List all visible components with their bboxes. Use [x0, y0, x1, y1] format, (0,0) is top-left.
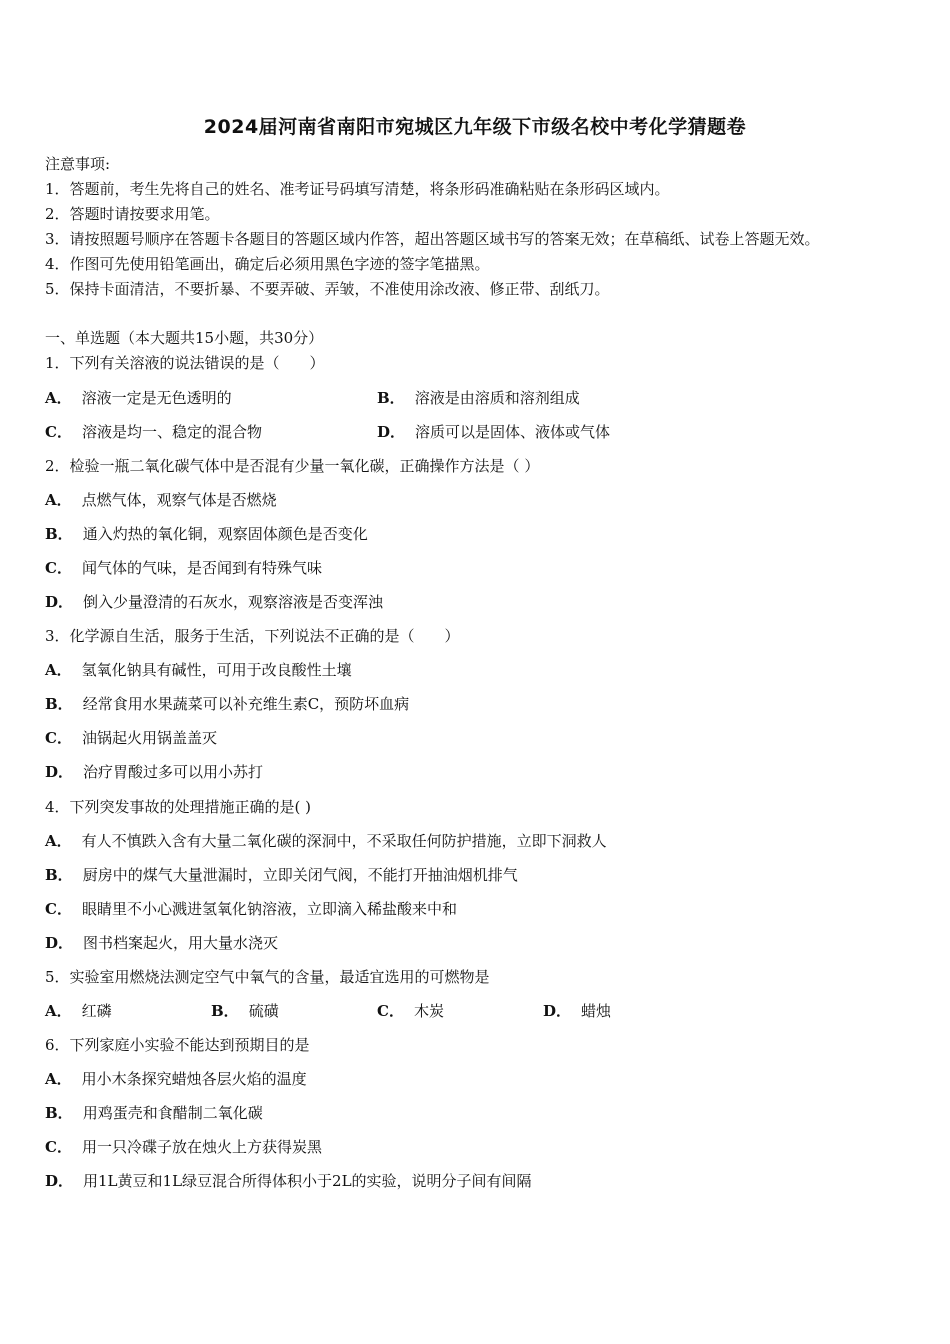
option-label: C． — [45, 900, 72, 918]
option-label: D． — [377, 423, 406, 441]
question-1-stem: 1．下列有关溶液的说法错误的是（ ） — [45, 354, 325, 372]
q6-option-c — [45, 1136, 322, 1157]
q5-option-d — [543, 1000, 611, 1021]
option-text: 油锅起火用锅盖盖灭 — [81, 729, 217, 747]
option-label: D． — [45, 1172, 74, 1190]
question-4-stem: 4．下列突发事故的处理措施正确的是( ) — [45, 798, 312, 816]
option-text: 眼睛里不小心溅进氢氧化钠溶液，立即滴入稀盐酸来中和 — [81, 900, 457, 918]
q4-option-a — [45, 830, 607, 851]
option-label: B． — [45, 525, 73, 543]
q2-option-b — [45, 523, 368, 544]
q6-option-d — [45, 1170, 532, 1191]
option-label: B． — [45, 1104, 73, 1122]
option-text: 用小木条探究蜡烛各层火焰的温度 — [81, 1070, 307, 1088]
option-label: D． — [45, 763, 74, 781]
option-label: B． — [45, 695, 73, 713]
option-label: C． — [45, 559, 72, 577]
option-label: A． — [45, 661, 72, 679]
option-label: C． — [45, 423, 72, 441]
option-label: D． — [543, 1002, 572, 1020]
q4-option-d — [45, 932, 278, 953]
q4-option-b — [45, 864, 518, 885]
option-text: 氢氧化钠具有碱性，可用于改良酸性土壤 — [81, 661, 352, 679]
option-text: 蜡烛 — [581, 1002, 612, 1020]
option-text: 通入灼热的氧化铜，观察固体颜色是否变化 — [82, 525, 368, 543]
q6-option-a — [45, 1068, 307, 1089]
notice-item: 4．作图可先使用铅笔画出，确定后必须用黑色字迹的签字笔描黑。 — [45, 255, 490, 273]
q5-option-c — [377, 1000, 444, 1021]
q2-option-a — [45, 489, 277, 510]
option-text: 溶液一定是无色透明的 — [81, 389, 232, 407]
option-text: 溶液是由溶质和溶剂组成 — [414, 389, 580, 407]
question-5-stem: 5．实验室用燃烧法测定空气中氧气的含量，最适宜选用的可燃物是 — [45, 968, 490, 986]
question-3-stem: 3．化学源自生活，服务于生活，下列说法不正确的是（ ） — [45, 627, 460, 645]
option-label: A． — [45, 1002, 72, 1020]
option-label: D． — [45, 934, 74, 952]
option-label: B． — [211, 1002, 239, 1020]
q3-option-c — [45, 727, 217, 748]
option-text: 闻气体的气味，是否闻到有特殊气味 — [81, 559, 322, 577]
option-text: 有人不慎跌入含有大量二氧化碳的深洞中，不采取任何防护措施，立即下洞救人 — [81, 832, 607, 850]
notice-item: 2．答题时请按要求用笔。 — [45, 205, 220, 223]
option-text: 红磷 — [81, 1002, 112, 1020]
section-heading: 一、单选题（本大题共15小题，共30分） — [45, 329, 324, 347]
q6-option-b — [45, 1102, 263, 1123]
option-text: 硫磺 — [248, 1002, 279, 1020]
option-text: 溶液是均一、稳定的混合物 — [81, 423, 262, 441]
option-label: C． — [377, 1002, 404, 1020]
q1-option-b — [377, 387, 580, 408]
option-label: D． — [45, 593, 74, 611]
q1-option-c — [45, 421, 262, 442]
q2-option-d — [45, 591, 383, 612]
option-label: B． — [45, 866, 73, 884]
option-text: 经常食用水果蔬菜可以补充维生素C，预防坏血病 — [82, 695, 410, 713]
option-text: 用1L黄豆和1L绿豆混合所得体积小于2L的实验，说明分子间有间隔 — [83, 1172, 532, 1190]
q5-option-a — [45, 1000, 112, 1021]
notice-item: 1．答题前，考生先将自己的姓名、准考证号码填写清楚，将条形码准确粘贴在条形码区域内。 — [45, 180, 670, 198]
option-label: B． — [377, 389, 405, 407]
option-label: A． — [45, 491, 72, 509]
option-label: C． — [45, 729, 72, 747]
q1-option-a — [45, 387, 232, 408]
option-text: 治疗胃酸过多可以用小苏打 — [83, 763, 264, 781]
question-6-stem: 6．下列家庭小实验不能达到预期目的是 — [45, 1036, 310, 1054]
q1-option-d — [377, 421, 610, 442]
q3-option-b — [45, 693, 409, 714]
option-text: 倒入少量澄清的石灰水，观察溶液是否变浑浊 — [83, 593, 384, 611]
option-label: A． — [45, 832, 72, 850]
page-title: 2024届河南省南阳市宛城区九年级下市级名校中考化学猜题卷 — [203, 116, 747, 138]
q4-option-c — [45, 898, 457, 919]
option-label: A． — [45, 389, 72, 407]
q2-option-c — [45, 557, 322, 578]
question-2-stem: 2．检验一瓶二氧化碳气体中是否混有少量一氧化碳，正确操作方法是（ ） — [45, 457, 540, 475]
notice-item: 3．请按照题号顺序在答题卡各题目的答题区域内作答，超出答题区域书写的答案无效；在草稿纸、试卷上答题无效。 — [45, 230, 820, 248]
option-text: 用一只冷碟子放在烛火上方获得炭黑 — [81, 1138, 322, 1156]
q5-option-b — [211, 1000, 279, 1021]
q3-option-d — [45, 761, 263, 782]
option-text: 点燃气体，观察气体是否燃烧 — [81, 491, 277, 509]
option-text: 木炭 — [413, 1002, 444, 1020]
option-text: 厨房中的煤气大量泄漏时，立即关闭气阀，不能打开抽油烟机排气 — [82, 866, 518, 884]
option-text: 溶质可以是固体、液体或气体 — [415, 423, 611, 441]
notice-heading: 注意事项: — [45, 155, 111, 173]
option-label: C． — [45, 1138, 72, 1156]
option-text: 图书档案起火，用大量水浇灭 — [83, 934, 279, 952]
notice-item: 5．保持卡面清洁，不要折暴、不要弄破、弄皱，不准使用涂改液、修正带、刮纸刀。 — [45, 280, 610, 298]
q3-option-a — [45, 659, 352, 680]
option-text: 用鸡蛋壳和食醋制二氧化碳 — [82, 1104, 263, 1122]
option-label: A． — [45, 1070, 72, 1088]
